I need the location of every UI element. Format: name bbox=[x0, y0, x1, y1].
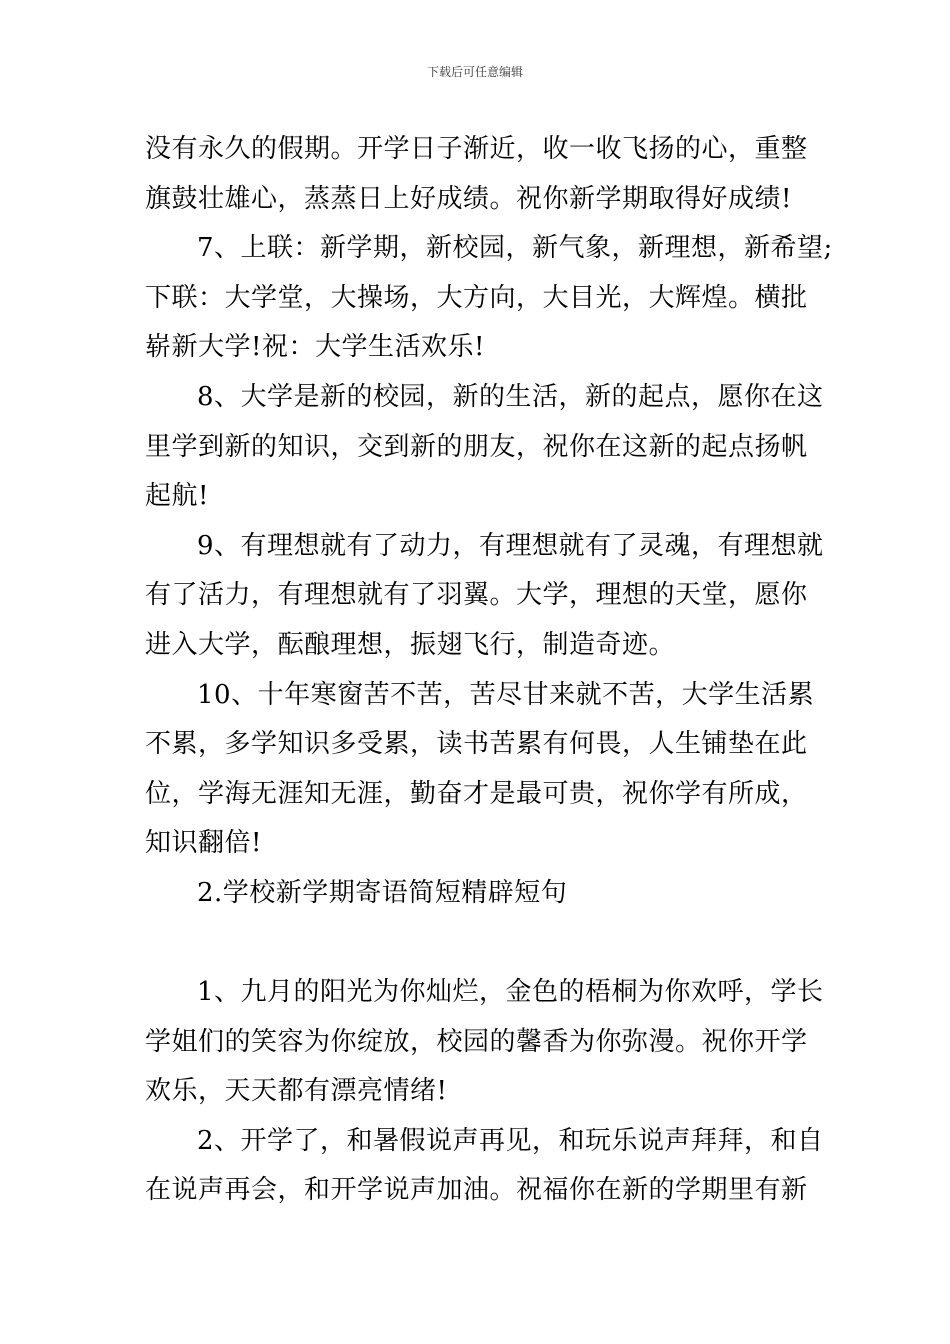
text-line: 没有永久的假期。开学日子渐近，收一收飞扬的心，重整 bbox=[145, 134, 808, 164]
text-line: 8、大学是新的校园，新的生活，新的起点，愿你在这 bbox=[197, 381, 824, 412]
text-line: 不累，多学知识多受累，读书苦累有何畏，人生铺垫在此 bbox=[145, 729, 808, 760]
text-line: 有了活力，有理想就有了羽翼。大学，理想的天堂，愿你 bbox=[145, 580, 808, 611]
text-line: 崭新大学!祝：大学生活欢乐! bbox=[145, 332, 485, 363]
text-line: 10、十年寒窗苦不苦，苦尽甘来就不苦，大学生活累 bbox=[197, 679, 815, 710]
text-line: 下联：大学堂，大操场，大方向，大目光，大辉煌。横批 bbox=[145, 282, 808, 313]
text-line: 进入大学，酝酿理想，振翅飞行，制造奇迹。 bbox=[145, 629, 676, 660]
text-line: 知识翻倍! bbox=[145, 828, 262, 859]
text-line: 2、开学了，和暑假说声再见，和玩乐说声拜拜，和自 bbox=[197, 1125, 824, 1156]
blank-line bbox=[145, 919, 817, 969]
text-line: 9、有理想就有了动力，有理想就有了灵魂，有理想就 bbox=[197, 530, 824, 561]
page-header: 下载后可任意编辑 bbox=[426, 65, 523, 79]
text-line: 起航! bbox=[145, 481, 209, 512]
section-heading: 2.学校新学期寄语简短精辟短句 bbox=[197, 877, 568, 908]
text-line: 学姐们的笑容为你绽放，校园的馨香为你弥漫。祝你开学 bbox=[145, 1026, 808, 1057]
text-line: 欢乐，天天都有漂亮情绪! bbox=[145, 1076, 448, 1107]
text-line: 里学到新的知识，交到新的朋友，祝你在这新的起点扬帆 bbox=[145, 431, 808, 462]
text-line: 1、九月的阳光为你灿烂，金色的梧桐为你欢呼，学长 bbox=[197, 977, 824, 1008]
text-line: 旗鼓壮雄心，蒸蒸日上好成绩。祝你新学期取得好成绩! bbox=[145, 183, 792, 214]
document-body bbox=[145, 125, 833, 1216]
text-line: 位，学海无涯知无涯，勤奋才是最可贵，祝你学有所成， bbox=[145, 778, 808, 809]
text-line: 7、上联：新学期，新校园，新气象，新理想，新希望; bbox=[197, 233, 833, 264]
text-line: 在说声再会，和开学说声加油。祝福你在新的学期里有新 bbox=[145, 1175, 808, 1206]
